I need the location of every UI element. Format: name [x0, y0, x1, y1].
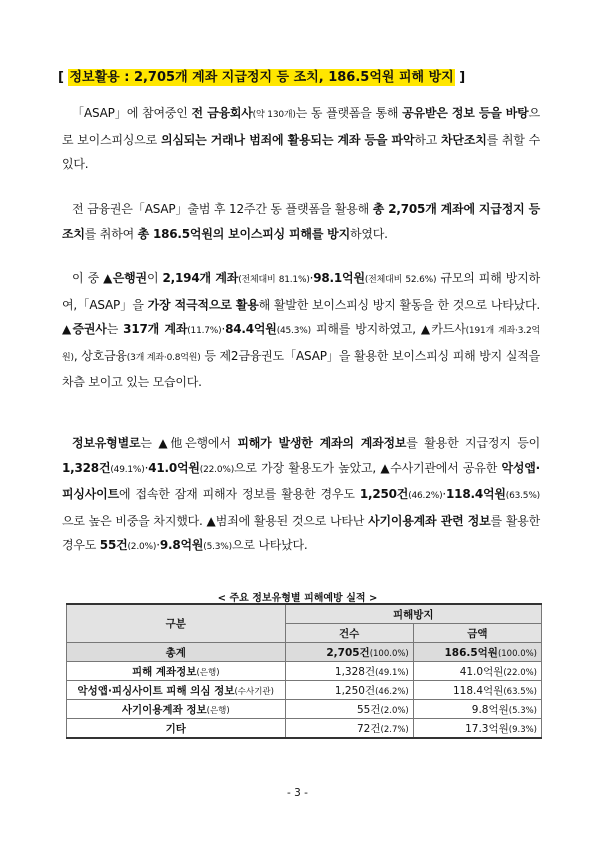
table-row — [67, 662, 542, 681]
text: 를 활용한 경우도 — [62, 513, 540, 552]
row-label-text: 기타 — [165, 722, 186, 735]
count-value: 2,705건 — [326, 646, 370, 659]
row-count-cell — [285, 719, 413, 739]
table-row — [67, 719, 542, 739]
table-row — [67, 700, 542, 719]
count-value: 55건 — [357, 703, 381, 716]
small-text: (45.3%) — [276, 326, 311, 336]
row-label-text: 악성앱·피싱사이트 피해 의심 정보 — [77, 684, 235, 697]
row-label-source: (수사기관) — [234, 686, 274, 697]
bold-text: 84.4억원 — [225, 322, 277, 336]
text: 「ASAP」에 참여중인 — [72, 106, 192, 120]
row-amount-cell — [413, 700, 541, 719]
amount-value: 17.3억원 — [465, 722, 509, 735]
bold-text: ▲증권사 — [62, 322, 107, 336]
amount-pct: (63.5%) — [503, 686, 537, 697]
small-text: (3개 계좌·0.8억원) — [126, 352, 201, 363]
page-number: - 3 - — [287, 787, 308, 799]
bold-text: 공유받은 정보 등을 바탕 — [402, 106, 529, 120]
bold-text: 41.0억원 — [148, 460, 200, 475]
bold-text: 정보유형별로 — [72, 436, 141, 450]
heading-highlighted-text: 정보활용 : 2,705개 계좌 지급정지 등 조치, 186.5억원 피해 방지 — [69, 70, 454, 85]
text: 해 활발한 보이스피싱 방지 활동을 한 것으로 나타났다. — [258, 297, 541, 312]
small-text: (63.5%) — [505, 491, 540, 501]
text: · — [309, 271, 314, 285]
table-row — [67, 681, 542, 700]
heading-bracket-close: ] — [454, 70, 466, 85]
count-pct: (49.1%) — [375, 667, 409, 678]
total-amount-cell — [413, 643, 541, 662]
text: 전 금융권은「ASAP」출범 후 12주간 동 플랫폼을 활용해 — [72, 202, 373, 216]
heading-bracket-open: [ — [58, 70, 69, 85]
count-pct: (2.0%) — [380, 705, 409, 716]
text: · — [144, 460, 149, 475]
bold-text: 317개 계좌 — [123, 322, 188, 336]
total-count-cell — [285, 643, 413, 662]
row-count-cell — [285, 700, 413, 719]
small-text: (49.1%) — [110, 464, 145, 475]
text: 이 중 — [72, 271, 104, 285]
text: 에 접속한 잠재 피해자 정보를 활용한 경우도 — [118, 487, 360, 501]
text: 를 취하여 — [84, 226, 138, 241]
row-label — [67, 681, 286, 700]
count-pct: (2.7%) — [380, 724, 409, 735]
row-amount-cell — [413, 662, 541, 681]
paragraph-sector-results — [62, 266, 540, 395]
bold-text: 1,328건 — [62, 460, 111, 475]
text: 는 동 플랫폼을 통해 — [295, 106, 403, 120]
bold-text: ▲은행권 — [103, 271, 147, 285]
paragraph-total-results — [62, 197, 540, 246]
row-label — [67, 662, 286, 681]
bold-text: 피해가 발생한 계좌의 계좌정보 — [237, 436, 407, 450]
count-pct: (46.2%) — [375, 686, 409, 697]
amount-pct: (5.3%) — [508, 705, 537, 716]
bold-text: 2,194개 계좌 — [162, 271, 239, 285]
amount-value: 186.5억원 — [444, 646, 498, 659]
text: 으로 가장 활용도가 높았고, ▲수사기관에서 공유한 — [234, 460, 502, 475]
text: 하고 — [414, 132, 442, 147]
header-count: 건수 — [285, 624, 413, 643]
bold-text: 의심되는 거래나 범죄에 활용되는 계좌 등을 파악 — [160, 132, 415, 147]
small-text: (약 130개) — [252, 110, 296, 120]
small-text: (5.3%) — [203, 542, 232, 552]
row-label — [67, 700, 286, 719]
small-text: (191개 계좌·3.2억원) — [62, 326, 540, 363]
header-category: 구분 — [67, 604, 286, 643]
amount-value: 9.8억원 — [471, 703, 509, 716]
text: · — [221, 322, 226, 336]
bold-text: 악성앱·피싱사이트 — [62, 460, 540, 501]
bold-text: 98.1억원 — [313, 271, 365, 285]
text: 하였다. — [349, 226, 388, 241]
row-label-source: (은행) — [206, 705, 230, 716]
text: 를 활용한 지급정지 등이 — [406, 436, 541, 450]
bold-text: 55건 — [99, 538, 128, 552]
small-text: (전체대비 81.1%) — [238, 275, 310, 285]
bold-text: 1,250건 — [359, 487, 409, 501]
bold-text: 가장 적극적으로 활용 — [147, 297, 259, 312]
row-label-text: 사기이용계좌 정보 — [121, 703, 207, 716]
row-label-text: 피해 계좌정보 — [131, 665, 197, 678]
small-text: (2.0%) — [127, 542, 157, 552]
small-text: (22.0%) — [199, 464, 235, 475]
amount-pct: (9.3%) — [508, 724, 537, 735]
text: 는 — [106, 322, 124, 336]
small-text: (46.2%) — [408, 491, 443, 501]
bold-text: 전 금융회사 — [191, 106, 253, 120]
text: · — [156, 538, 160, 552]
row-label-source: (은행) — [196, 667, 220, 678]
count-pct: (100.0%) — [369, 648, 409, 659]
text: 규모의 피해 방지하여,「ASAP」을 — [62, 271, 540, 312]
total-label: 총계 — [67, 643, 286, 662]
bold-text: 차단조치 — [441, 132, 487, 147]
section-heading — [58, 66, 465, 85]
text: , 상호금융 — [73, 348, 127, 363]
bold-text: 총 186.5억원의 보이스피싱 피해를 방지 — [137, 226, 350, 241]
table-row-total — [67, 643, 542, 662]
prevention-results-table — [66, 603, 542, 739]
text: 으로 보이스피싱으로 — [62, 106, 540, 147]
bold-text: 118.4억원 — [446, 487, 506, 501]
amount-value: 41.0억원 — [459, 665, 504, 678]
text: 이 — [146, 271, 163, 285]
paragraph-info-type-results — [62, 431, 540, 560]
count-value: 1,250건 — [334, 684, 376, 697]
count-value: 1,328건 — [334, 665, 376, 678]
bold-text: 총 2,705개 계좌에 지급정지 등 조치 — [62, 202, 540, 241]
text: 를 취할 수 있다. — [62, 132, 540, 171]
row-count-cell — [285, 662, 413, 681]
row-label — [67, 719, 286, 739]
amount-value: 118.4억원 — [453, 684, 504, 697]
header-amount: 금액 — [413, 624, 541, 643]
header-group: 피해방지 — [285, 604, 542, 624]
row-count-cell — [285, 681, 413, 700]
text: 피해를 방지하였고, ▲카드사 — [310, 322, 466, 336]
bold-text: 9.8억원 — [159, 538, 204, 552]
small-text: (전체대비 52.6%) — [364, 275, 437, 285]
row-amount-cell — [413, 681, 541, 700]
text: 등 제2금융권도「ASAP」을 활용한 보이스피싱 피해 방지 실적을 차츰 보이고 있는 모습이다. — [62, 348, 540, 389]
amount-pct: (22.0%) — [503, 667, 537, 678]
bold-text: 사기이용계좌 관련 정보 — [368, 513, 491, 528]
table-caption: < 주요 정보유형별 피해예방 실적 > — [217, 593, 378, 604]
text: 으로 높은 비중을 차지했다. ▲범죄에 활용된 것으로 나타난 — [62, 513, 369, 528]
paragraph-asap-participation — [62, 101, 540, 177]
text: 으로 나타났다. — [231, 538, 308, 552]
text: 는 ▲他은행에서 — [140, 436, 238, 450]
small-text: (11.7%) — [187, 326, 222, 336]
count-value: 72건 — [357, 722, 381, 735]
text: · — [442, 487, 447, 501]
row-amount-cell — [413, 719, 541, 739]
amount-pct: (100.0%) — [497, 648, 537, 659]
